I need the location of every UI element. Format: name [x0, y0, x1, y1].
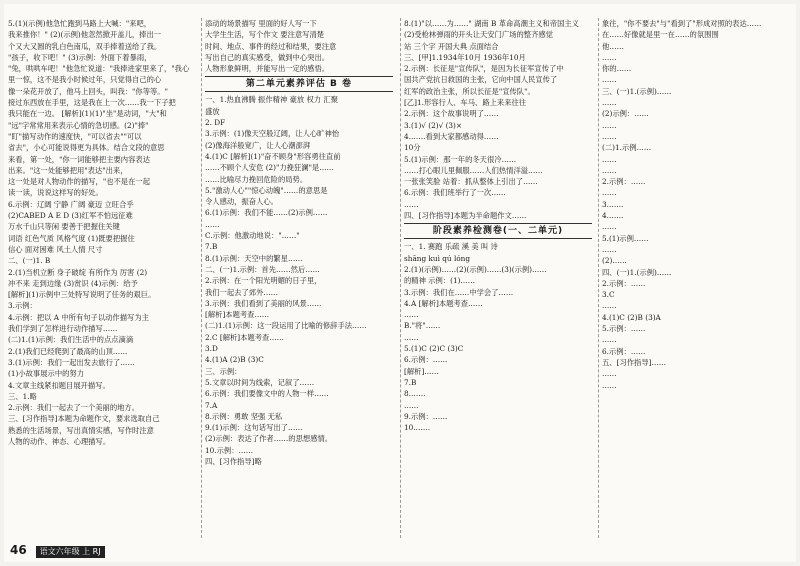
answer-line: 6.示例：我们班举行了一次…… [404, 188, 506, 198]
answer-line: …… [602, 335, 617, 345]
answer-line: 读一读，说说这样写的好处。 [8, 188, 103, 198]
answer-line: 8.…… [404, 389, 426, 399]
subject-label: 语文六年级 上 RJ [36, 546, 105, 558]
answer-line: 5.文章以时间为线索，记叙了…… [205, 377, 315, 387]
answer-line: [解析]本题考查…… [205, 310, 270, 320]
answer-line: 熟悉的生活场景，写出真情实感，写作时注意 [8, 425, 154, 435]
answer-line: 四、[习作指导]本题为半命题作文…… [404, 211, 527, 221]
answer-line: 10.…… [404, 423, 431, 433]
answer-line: 三、[甲]1.1934年10月 1936年10月 [404, 52, 526, 62]
answer-line: 6.示例：我们要像文中的人物一样…… [205, 389, 329, 399]
answer-line: C.示例：他激动地说："……" [205, 231, 300, 241]
answer-line: 我们一起去了郊外…… [205, 287, 278, 297]
answer-line: 10分 [404, 143, 421, 153]
answer-line: 5."激动人心""惊心动魄"……的意思是 [205, 185, 328, 195]
answer-line: 大学生生活，写个作文 要注意写清楚 [205, 30, 325, 40]
page-footer [10, 542, 105, 558]
answer-line: 国共产党抗日救国的主张，它向中国人民宣传了 [404, 75, 558, 85]
answer-line: 3.C [602, 290, 615, 300]
answer-line: …… [404, 332, 419, 342]
column-2 [205, 18, 393, 538]
answer-line: 4.(1)C (2)B (3)A [602, 312, 661, 322]
answer-line: "盯"描写动作的速度快，"可以省去""可以 [8, 131, 142, 141]
answer-line: 一、1. 赛跑 乐疏 溪 美 叫 诗 [404, 242, 498, 252]
answer-line: "远"字常常用来表示心情的急切感。(2)"捧" [8, 120, 149, 130]
answer-line: …… [602, 380, 617, 390]
answer-line: "兔，哄哄车吧！"他急忙说道："我捧进家里来了，"我心 [8, 64, 190, 74]
answer-line: 10.示例：…… [205, 445, 254, 455]
answer-line: 站 三个字 开国大典 点面结合 [404, 41, 499, 51]
answer-line: B."将"…… [404, 321, 441, 331]
answer-line: 5.(1)C (2)C (3)C [404, 344, 464, 354]
answer-line: …… [404, 310, 419, 320]
answer-line: 这一处是对人物动作的描写，"也不是在一起 [8, 177, 150, 187]
answer-line: 3.(1)示例：我们一起出发去旅行了…… [8, 357, 135, 367]
answer-line: 2.(1)(示例)……(2)(示例)……(3)(示例)…… [404, 264, 547, 274]
answer-line: (二)1.(1)示例：这一段运用了比喻的修辞手法…… [205, 321, 367, 331]
answer-line: 7.A [205, 400, 218, 410]
column-3 [404, 18, 592, 538]
answer-line: 6.示例：辽阔 宁静 广阔 豪迈 立旺合乎 [8, 199, 134, 209]
answer-line: …… [602, 222, 617, 232]
answer-line: ……不顾个人安危 (2)"力挽狂澜"是…… [205, 163, 334, 173]
column-divider [400, 18, 401, 538]
answer-line: 5.(1)示例：那一年的冬天很冷…… [404, 154, 517, 164]
answer-line: (2)受枪林弹雨的开头让天安门广场的整齐感觉 [404, 30, 553, 40]
answer-line: 2.示例：…… [602, 177, 646, 187]
answer-line: (二)1.示例…… [602, 143, 652, 153]
answer-line: 令人感动，振奋人心。 [205, 197, 278, 207]
answer-line: 6.示例：…… [404, 355, 448, 365]
answer-line: 3.示例：我们看到了美丽的风景…… [205, 298, 322, 308]
answer-page [4, 4, 796, 562]
answer-line: "孩子，收下吧！" (3)示例：外面下着暴雨， [8, 52, 152, 62]
answer-line: 冲不来 走到边缘 (3)赏识 (4)示例：给予 [8, 278, 138, 288]
answer-line: [乙]1.形容行人、车马、路上来来往往 [404, 98, 527, 108]
answer-line: 8.(1)"以……为……" 湖南 B 革命高潮主义和帝国主义 [404, 19, 579, 28]
answer-line: ……打心眼儿里佩服……人们热情洋溢…… [404, 165, 543, 175]
answer-line: 像一朵花开放了，他马上回头，叫我："你等等。" [8, 86, 168, 96]
answer-line: 我们学到了怎样进行动作描写…… [8, 324, 118, 334]
answer-line: 接过东西放在手里，这是我在上一次……我一下子把 [8, 98, 176, 108]
answer-line: 词语 红色气质 风格气度 (1)既要把握住 [8, 233, 135, 243]
answer-line: 的精神 示例：(1)…… [404, 276, 476, 286]
answer-line: 4.…… [602, 211, 624, 221]
answer-line: 三、1.略 [8, 391, 37, 401]
answer-line: 4.(1)A (2)B (3)C [205, 355, 264, 365]
answer-line: (2)示例：…… [602, 109, 649, 119]
column-divider [598, 18, 599, 538]
answer-line: …… [602, 98, 617, 108]
answer-line: 5.示例：…… [602, 324, 646, 334]
answer-line: (二)1.(1)示例：我们生活中的点点滴滴 [8, 335, 134, 345]
answer-line: 人物的动作、神态、心理描写。 [8, 436, 111, 446]
answer-line: ……比喻尽力挽回危险的局势。 [205, 174, 308, 184]
answer-line: 来看，第一处，"你一词能够把主要内容表达 [8, 154, 150, 164]
answer-line: 3.D [205, 344, 218, 354]
answer-line: 人物形象鲜明，并能写出一定的感悟。 [205, 64, 330, 74]
answer-line: 6.示例：…… [602, 346, 646, 356]
answer-line: 红军的政治主张，所以长征是"宣传队"。 [404, 86, 535, 96]
answer-line: (2)…… [602, 256, 627, 266]
answer-line: 四、(一)1.(示例)…… [602, 267, 672, 277]
answer-line: [解析]…… [404, 366, 439, 376]
answer-line: 6.(1)示例：我们不能……(2)示例…… [205, 208, 328, 218]
answer-line: 2.(1)我们已经爬到了最高的山顶…… [8, 346, 128, 356]
answer-line: (2)像海洋般宽广，让人心潮澎湃 [205, 140, 311, 150]
answer-line: …… [602, 301, 617, 311]
answer-line: 3.示例：(1)像天空般辽阔，让人心旷神怡 [205, 129, 340, 139]
answer-line: 象往，"你不要去"与"看到了"形成对照的表达…… [602, 19, 762, 28]
answer-line: 一、1.热血沸腾 振作精神 豪放 权力 汇聚 [205, 95, 338, 105]
answer-line: 你的…… [602, 64, 632, 74]
answer-line: …… [602, 188, 617, 198]
answer-line: 5.(1)(示例)他急忙跑到马路上大喊："来吧， [8, 19, 152, 28]
answer-line: 五、[习作指导]…… [602, 357, 667, 367]
page-number: 46 [10, 543, 27, 557]
answer-line: 9.示例：…… [404, 411, 448, 421]
answer-line: 省去"，小心可能说得更为具体。结合文段的意思 [8, 143, 165, 153]
answer-line: 个又大又圆的乳白色南瓜，双手捧着送给了我。 [8, 41, 162, 51]
answer-line: 三、(一)1.(示例)…… [602, 86, 672, 96]
answer-line: 3.示例：我们在……中学会了…… [404, 287, 514, 297]
answer-line: 信心 面对困难 风土人情 尺寸 [8, 244, 103, 254]
answer-line: (2)示例：表达了作者……的思想感情。 [205, 434, 333, 444]
answer-line: 2.示例：在一个阳光明媚的日子里， [205, 276, 322, 286]
answer-line: 出来。"这一处能够把用"表达"出来， [8, 165, 128, 175]
answer-line: …… [602, 165, 617, 175]
answer-line: 一张张笑脸 站着：抓从整体上引出了…… [404, 177, 538, 187]
answer-line: 2.示例：这个故事说明了…… [404, 109, 499, 119]
answer-line: [解析](1)示例中三处特写说明了任务的艰巨。 [8, 290, 156, 300]
answer-line: …… [602, 52, 617, 62]
answer-line: 4.……看到大家都感动得…… [404, 131, 499, 141]
answer-line: 2.C [解析]本题考查…… [205, 332, 284, 342]
answer-line: 三、示例： [205, 366, 242, 376]
answer-line: 4.(1)C [解析](1)"奋不顾身"形容勇往直前 [205, 151, 341, 161]
answer-line: 7.B [205, 242, 218, 252]
answer-line: 盛放 [205, 106, 220, 116]
answer-line: 2.示例：我们一起去了一个美丽的地方。 [8, 403, 140, 413]
answer-line: 里一惊，这不是我小时候过年，只觉得自己的心 [8, 75, 162, 85]
column-divider [201, 18, 202, 538]
section-title: 阶段素养检测卷(一、二单元) [404, 223, 592, 239]
answer-line: 二、(一)1.示例：首先……然后…… [205, 264, 320, 274]
answer-line: 2. DF [205, 118, 226, 128]
answer-line: (1)小故事展示中的努力 [8, 369, 85, 379]
answer-line: 在……好像就是里一在……的氛围围 [602, 30, 719, 40]
answer-line: 8.(1)示例：天空中的繁星…… [205, 253, 303, 263]
answer-line: 他…… [602, 41, 624, 51]
section-title: 第二单元素养评估 B 卷 [205, 76, 393, 92]
answer-line: …… [404, 199, 419, 209]
answer-line: 2.(1)当机立断 身子破绽 有所作为 厉害 (2) [8, 267, 148, 277]
answer-line: 我来推你！" (2)(示例)他忽然掀开盖儿，捧出一 [8, 30, 162, 40]
answer-line: (2)CABED A E D (3)红军不怕远征难 [8, 211, 133, 221]
answer-line: 5.(1)示例…… [602, 233, 649, 243]
answer-line: 写出自己的真实感受，做到中心突出。 [205, 52, 330, 62]
answer-line: …… [602, 131, 617, 141]
answer-line: 万水千山只等闲 要善于把握住关键 [8, 222, 120, 232]
answer-line: 4.文章主线紧扣题目展开描写。 [8, 380, 110, 390]
answer-line: 7.B [404, 377, 417, 387]
answer-line: …… [602, 244, 617, 254]
answer-line: 时间、地点、事件的经过和结果，要注意 [205, 41, 337, 51]
answer-line: …… [602, 369, 617, 379]
answer-line: 3.…… [602, 199, 624, 209]
answer-line: 9.(1)示例：这句话写出了…… [205, 423, 303, 433]
column-4 [602, 18, 790, 538]
answer-line: 三、[习作指导]本题为命题作文，要求选取自己 [8, 414, 160, 424]
column-1 [8, 18, 196, 538]
answer-line: 四、[习作指导]略 [205, 456, 262, 466]
answer-line: 2.示例：长征是"宣传队"，是因为长征军宣传了中 [404, 64, 564, 74]
answer-line: 二、(一)1. B [8, 256, 51, 266]
answer-line: shāng kuì qú lóng [404, 253, 471, 263]
answer-line: 添动的场景描写 里面的好人写一下 [205, 19, 317, 28]
answer-line: …… [404, 400, 419, 410]
answer-line: 我只能在一边。 [解析](1)(1)"坐"是动词，"大"和 [8, 109, 167, 119]
answer-line: 8.示例：勇敢 坚强 无私 [205, 411, 283, 421]
answer-line: …… [602, 120, 617, 130]
answer-line: 2.示例：…… [602, 278, 646, 288]
answer-line: 3.示例： [8, 301, 37, 311]
answer-line: 4.A [解析]本题考查…… [404, 298, 483, 308]
answer-line: 3.(1)√ (2)√ (3)× [404, 120, 463, 130]
answer-line: 4.示例：把以 A 中所有句子以动作描写为主 [8, 312, 149, 322]
answer-line: …… [205, 219, 220, 229]
answer-line: …… [602, 154, 617, 164]
answer-line: …… [602, 75, 617, 85]
